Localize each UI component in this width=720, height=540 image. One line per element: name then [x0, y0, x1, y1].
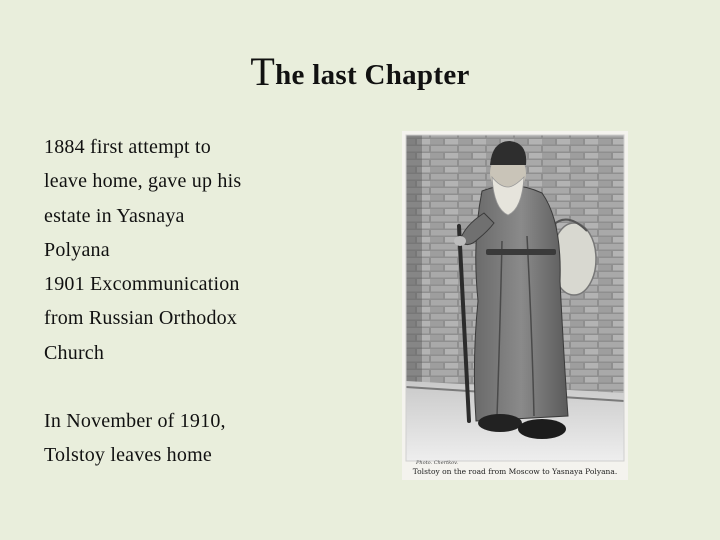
body-line: estate in Yasnaya	[44, 204, 185, 227]
body-line: leave home, gave up his	[44, 170, 242, 193]
body-line: 1901 Excommunication	[44, 273, 240, 296]
tolstoy-photo	[402, 131, 628, 480]
photo-credit: Photo. Chertkov.	[416, 460, 458, 466]
paragraph-gap	[44, 370, 384, 404]
body-line: In November of 1910,	[44, 410, 226, 433]
body-line: Church	[44, 341, 105, 364]
photo-caption: Tolstoy on the road from Moscow to Yasnaya Polyana.	[412, 467, 618, 476]
slide-body-text	[44, 130, 384, 473]
photo-illustration	[402, 131, 628, 480]
slide-title	[0, 48, 720, 95]
body-line: Polyana	[44, 238, 110, 261]
boot-left	[478, 414, 522, 432]
body-line: from Russian Orthodox	[44, 307, 238, 330]
body-line: 1884 first attempt to	[44, 136, 211, 158]
title-rest: he last Chapter	[275, 59, 470, 91]
body-line: Tolstoy leaves home	[44, 444, 212, 467]
boot-right	[518, 419, 566, 439]
title-initial: T	[250, 49, 276, 94]
